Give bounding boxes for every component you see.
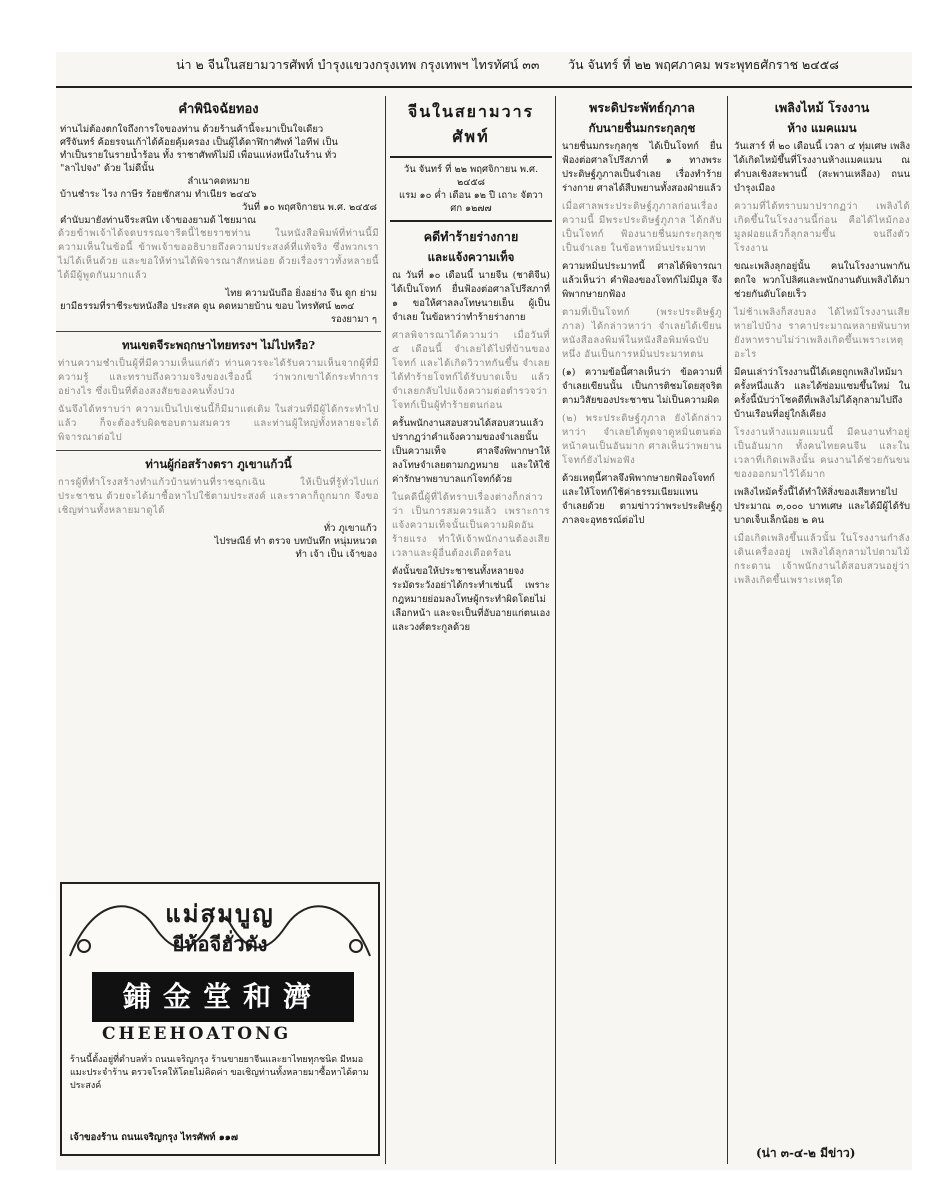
section-divider [56,450,381,451]
article-signature: ไปรษณีย์ ทำ ตรวจ บทบันทึก หนุ่มหนวด [214,536,377,547]
article-body: เพลิงไหม้ครั้งนี้ได้ทำให้สิ่งของเสียหายไปประมาณ ๓,๐๐๐ บาทเศษ และได้มีผู้ได้รับบาดเจ็บเล็กน้อย ๒ คน [734,487,910,526]
column-letters [56,96,381,1164]
article-body: ความที่ได้ทราบมาปรากฏว่า เพลิงได้เกิดขึ้นในโรงงานนี้ก่อน คือได้ไหม้กองมูลฝอยแล้วก็ลุกลามขึ้น จนถึงตัวโรงงาน [734,201,910,254]
article-line: ทำเป็นรายในรายน้ำร้อน ทั้ง ราชาศัพท์ไม่มี เพื่อนแห่งหนึ่งในร้าน ทั่ว [60,150,337,161]
column-editorial [390,96,552,1164]
ad-chinese-name: 鋪金堂和濟 [92,972,354,1022]
article-title: ท่านผู้ก่อสร้างตรา ภูเขาแก้วนี้ [145,457,292,471]
article-body: มีคนเล่าว่าโรงงานนี้ได้เคยถูกเพลิงไหม้มาครั้งหนึ่งแล้ว และได้ซ่อมแซมขึ้นใหม่ ในครั้งนี้นับว่าโชคดีที่เพลิงไม่ได้ลุกลามไปถึงบ้านเรือนที่อยู่ใกล้เคียง [734,367,910,420]
article-body: ศาลพิจารณาได้ความว่า เมื่อวันที่ ๕ เดือนนี้ จำเลยได้ไปที่บ้านของโจทก์ และได้เกิดวิวาทกันขึ้น จำเลยได้ทำร้ายโจทก์ได้รับบาดเจ็บ แล้วจำเลยกลับไปแจ้งความต่อตำรวจว่าโจทก์เป็นผู้ทำร้ายตนก่อน [392,330,550,411]
article-body: ขณะเพลิงลุกอยู่นั้น คนในโรงงานพากันตกใจ พวกโปลิศและพนักงานดับเพลิงได้มาช่วยกันดับโดยเร็ว [734,261,910,300]
article-headline: เพลิงไหม้ โรงงาน [774,100,870,115]
issue-date: วัน จันทร์ ที่ ๒๒ พฤศจิกายน พ.ศ. ๒๔๕๘ [403,164,539,188]
article-subhead: ห้าง แมคแมน [787,121,857,135]
article-body: ท่านความชำเป็นผู้ที่มีความเห็นแก่ตัว ท่านควรจะได้รับความเห็นจากผู้ที่มีความรู้ และทราบถึงความจริงของเรื่องนี้ ว่าพวกเขาได้กระทำการอย่างไร ซึ่งเป็นที่ต้องสงสัยของคนทั้งปวง [58,358,379,397]
article-body: ความหมิ่นประมาทนี้ ศาลได้พิจารณาแล้วเห็นว่า คำฟ้องของโจทก์ไม่มีมูล จึงพิพากษายกฟ้อง [562,261,722,300]
article-line: ศรีจันทร์ ค้อยรจนเก้าได้ค้อยคุ้มครอง เป็นผู้ได้ดาฬิกาศัพท์ ไอทีฟ เป็น [60,137,338,148]
masthead-rule [390,156,552,158]
column-rule [727,96,728,1164]
letter-signature: ยามีธรรมที่ราชีระขหนังสือ ประสค ดูน คดหมายบ้าน ขอบ ไทรทัศน์ ๒๓๔ [60,301,355,312]
article-body: วันเสาร์ ที่ ๒๐ เดือนนี้ เวลา ๔ ทุ่มเศษ เพลิงได้เกิดไหม้ขึ้นที่โรงงานห้างแมคแมน ณ ตำบลเชิงสะพานนี้ (สะพานเหลือง) ถนนบำรุงเมือง [734,141,910,194]
running-head [56,52,912,78]
article-body: เมื่อเกิดเพลิงขึ้นแล้วนั้น ในโรงงานกำลังเดินเครื่องอยู่ เพลิงได้ลุกลามไปตามไม้กระดาน เจ้าพนักงานได้สอบสวนอยู่ว่าเพลิงเกิดขึ้นเพราะเหตุใด [734,533,910,586]
ad-body: ร้านนี้ตั้งอยู่ที่ตำบลทั่ว ถนนเจริญกรุง ร้านขายยาจีนและยาไทยทุกชนิด มีหมอแมะประจำร้าน ตรวจโรคให้โดยไม่คิดค่า ขอเชิญท่านทั้งหลายมาซื้อหาได้ตามประสงค์ [70,1055,369,1091]
article-title: ทนเขตจีระพฤกษาไทยทรงฯ ไม่ไปหรือ? [121,338,316,352]
article-body: เมื่อศาลพระประดิษฐ์ภูภาลก่อนเรื่องความนี้ มีพระประดิษฐ์ภูภาล ได้กลับเป็นโจทก์ ฟ้องนายชื่นมกระกุลกุช เป็นจำเลย ในข้อหาหมิ่นประมาท [562,201,722,254]
article-signature: ทำ เจ้า เป็น เจ้าของ [295,549,377,560]
ad-title: แม่สมบูญ [165,899,275,928]
letter-date: วันที่ ๑๐ พฤศจิกายน พ.ศ. ๒๔๕๘ [241,202,377,213]
column-rule [385,96,386,1164]
article-body: ไม่ช้าเพลิงก็สงบลง ได้ไหม้โรงงานเสียหายไปบ้าง ราคาประมาณหลายพันบาท ยังหาทราบไม่ว่าเพลิงเกิดขึ้นเพราะเหตุอะไร [734,307,910,360]
article-body: ในคดีนี้ผู้ที่ได้ทราบเรื่องต่างก็กล่าวว่า เป็นการสมควรแล้ว เพราะการแจ้งความเท็จนั้นเป็นความผิดอันร้ายแรง ทำให้เจ้าพนักงานต้องเสียเวลาและผู้อื่นต้องเดือดร้อน [392,492,550,559]
article-body: ด้วยเหตุนี้ศาลจึงพิพากษายกฟ้องโจทก์ และให้โจทก์ใช้ค่าธรรมเนียมแทนจำเลยด้วย ตามข่าวว่าพระประดิษฐ์ภูภาลจะอุทธรณ์ต่อไป [562,473,722,526]
issue-lunar-date: แรม ๑๐ ค่ำ เดือน ๑๒ ปี เถาะ จัตวาศก ๑๒๗๗ [399,190,543,214]
column-fire-news [732,96,912,1164]
running-head-left: น่า ๒ จีนในสยามวารศัพท์ บำรุงแขวงกรุงเทพ กรุงเทพฯ ไทรทัศน์ ๓๓ [176,57,540,72]
masthead-rule [390,220,552,222]
section-divider [56,331,381,332]
header-rule [56,86,912,88]
article-body: (๑) ความข้อนี้ศาลเห็นว่า ข้อความที่จำเลยเขียนนั้น เป็นการติชมโดยสุจริต ตามวิสัยของประชาชน ไม่เป็นความผิด [562,367,722,406]
continuation-note: (น่า ๓-๔-๒ มีข่าว) [756,1146,856,1160]
article-body: ฉันจึงได้ทราบว่า ความเป็นไปเช่นนี้ก็มีมาแต่เดิม ในส่วนที่มีผู้ได้กระทำไปแล้ว ก็จะต้องรับผิดชอบตามสมควร และท่านผู้ใหญ่ทั้งหลายจะได้พิจารณาต่อไป [58,404,379,443]
article-subhead: กับนายชื่นมกระกุลกุช [588,121,696,135]
letter-salutation: คำนับมายังท่านจีระสนิท เจ้าของยามด้ ไชยมาณ [60,215,256,226]
article-line: ท่านไม่ต้องตกใจถึงการใจของท่าน ด้วยร้านค้านี้จะมาเป็นใจเดียว [60,124,324,135]
newspaper-page [56,52,912,1170]
article-headline: คดีทำร้ายร่างกาย [423,229,519,244]
article-body: ณ วันที่ ๑๐ เดือนนี้ นายจีน (ชาติจีน) ได้เป็นโจทก์ ยื่นฟ้องต่อศาลโปรีสภาที่ ๑ ขอให้ศาลลงโทษนายเย็น ผู้เป็นจำเลย ในข้อหาว่าทำร้ายร่างกาย [392,270,550,323]
column-rule [555,96,556,1164]
letter-address: บ้านชำระ ไรง กาษีร ร้อยชักสาม ทำเนียร ๒๔๔๖ [60,189,257,200]
letter-signature: รองยามา ๆ [330,314,377,325]
article-signature: ทั่ว ภูเขาแก้ว [323,523,377,534]
article-body: โรงงานห้างแมคแมนนี้ มีคนงานทำอยู่เป็นอันมาก ทั้งคนไทยคนจีน และในเวลาที่เกิดเพลิงนั้น คนงานได้ช่วยกันขนของออกมาไว้ได้มาก [734,427,910,480]
article-body: (๒) พระประดิษฐ์ภูภาล ยังได้กล่าวหาว่า จำเลยได้พูดจาดูหมิ่นตนต่อหน้าคนเป็นอันมาก ศาลเห็นว่าพยานโจทก์ยังไม่พอฟัง [562,413,722,466]
column-court-news [560,96,724,1164]
masthead: จีนในสยามวารศัพท์ [407,102,535,146]
article-body: ตามที่เป็นโจทก์ (พระประดิษฐ์ภูภาล) ได้กล่าวหาว่า จำเลยได้เขียนหนังสือลงพิมพ์ในหนังสือพิมพ์ฉบับหนึ่ง อันเป็นการหมิ่นประมาทตน [562,307,722,360]
letters-title: คำพินิจฉัยทอง [178,102,259,117]
running-head-date: วัน จันทร์ ที่ ๒๒ พฤศภาคม พระพุทธศักราช ๒๔๕๘ [568,57,839,72]
article-headline: พระดิประพัทธ์กุภาล [589,100,695,115]
article-body: ครั้นพนักงานสอบสวนได้สอบสวนแล้ว ปรากฏว่าคำแจ้งความของจำเลยนั้นเป็นความเท็จ ศาลจึงพิพากษาให้ลงโทษจำเลยตามกฎหมาย และให้ใช้ค่ารักษาพยาบาลแก่โจทก์ด้วย [392,418,550,485]
article-body: การผู้ที่ทำโรงสร้างทำแก้วบ้านท่านที่ราชฉุกเฉิน ให้เป็นที่รู้ทั่วไปแก่ประชาชน ด้วยจะได้มาซื้อหาไปใช้ตามประสงค์ และราคาก็ถูกมาก จึงขอเชิญท่านทั้งหลายมาดูได้ [58,477,379,516]
article-body: นายชื่นมกระกุลกุช ได้เป็นโจทก์ ยื่นฟ้องต่อศาลโปรีสภาที่ ๑ ทางพระประดิษฐ์ภูภาลเป็นจำเลย เรื่องทำร้ายร่างกาย ศาลได้สืบพยานทั้งสองฝ่ายแล้ว [562,141,722,194]
letter-body: ด้วยข้าพเจ้าได้จดบรรณจารีตนี้ไชยราชท่าน ในหนังสือพิมพ์ที่ท่านนี้มีความเห็นในข้อนี้ ข้าพเจ้าขออธิบายถึงความประสงค์ที่แท้จริง ซึ่งพวกเราไม่ได้เห็นด้วย และขอให้ท่านได้พิจารณาสักหน่อย ด้วยเรื่องราวทั้งหลายนี้ได้มีผู้พูดกันมากแล้ว [58,228,379,281]
article-line: "ลาไปจง" ด้วย ไม่ดีนั้น [60,163,155,174]
ad-roman-name: CHEEHOATONG [102,1024,292,1044]
article-body: ดังนั้นขอให้ประชาชนทั้งหลายจงระมัดระวังอย่าได้กระทำเช่นนี้ เพราะกฎหมายย่อมลงโทษผู้กระทำผิดโดยไม่เลือกหน้า และจะเป็นที่อับอายแก่ตนเองและวงศ์ตระกูลด้วย [392,566,550,633]
letter-heading: ลำเนาคดหมาย [187,176,250,187]
article-subhead: และแจ้งความเท็จ [427,250,515,264]
ad-subtitle: ยีห้อจีฮั่วตัง [172,932,268,956]
ad-footer: เจ้าของร้าน ถนนเจริญกรุง ไทรศัพท์ ๑๑๗ [70,1132,238,1143]
letter-signature: ไทย ความนับถือ ยิ่งอย่าง จีน ดูก ย่าม [225,288,377,299]
advertisement [60,882,380,1156]
